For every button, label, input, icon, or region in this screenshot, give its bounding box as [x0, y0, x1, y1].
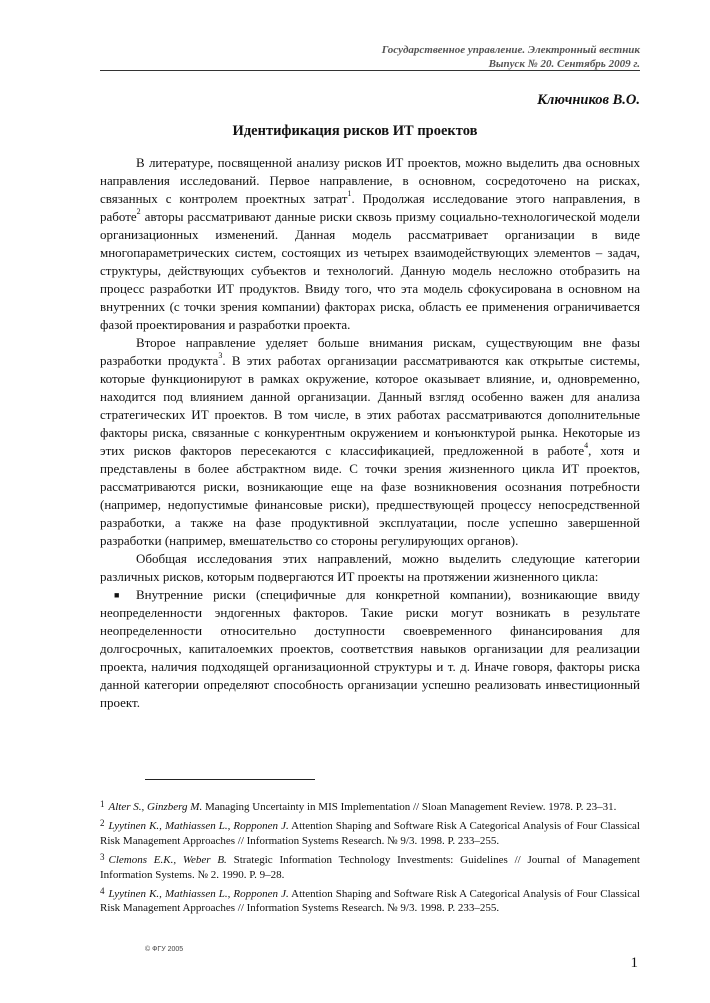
- footnote-text: Attention Shaping and Software Risk A Categorical Analysis of Four Classical Risk Management Approaches // Information Systems Research. № 9/3. 1998. P. 233–255.: [100, 888, 640, 915]
- footnote-3: [100, 850, 640, 882]
- copyright-notice: © ФГУ 2005: [145, 946, 184, 953]
- footnote-text: Managing Uncertainty in MIS Implementation // Sloan Management Review. 1978. P. 23–31.: [202, 801, 617, 813]
- paragraph-1-text-a: В литературе, посвященной анализу рисков ИТ проектов, можно выделить два основных направления исследований. Первое направление, в основном, сосредоточено на рисках, связанных с контролем проектных затрат: [100, 155, 640, 206]
- footnote-ref-4[interactable]: 4: [584, 441, 589, 450]
- list-item-text: Внутренние риски (специфичные для конкретной компании), возникающие ввиду неопределенности эндогенных факторов. Такие риски могут возникать в результате неопределенности относительно доступности своевременного финансирования для долгосрочных, капиталоемких проектов, соответствия навыков организации для реализации проекта, наличия подходящей организационной структуры и т. д. Иначе говоря, факторы риска данной категории определяют способность организации успешно реализовать инвестиционный проект.: [100, 587, 640, 710]
- footnote-ref-2[interactable]: 2: [136, 207, 141, 216]
- footnote-number: 3: [100, 852, 105, 863]
- footnote-1: [100, 797, 640, 814]
- footnote-separator: [145, 779, 315, 780]
- paragraph-2: [100, 334, 640, 550]
- running-header: [382, 43, 640, 71]
- header-journal-title: Государственное управление. Электронный вестник: [381, 44, 640, 56]
- footnote-text: Attention Shaping and Software Risk A Categorical Analysis of Four Classical Risk Management Approaches // Information Systems Research. № 9/3. 1998. P. 233–255.: [100, 820, 640, 847]
- author-name: Ключников В.О.: [537, 92, 640, 108]
- footnote-authors: Lyytinen K., Mathiassen L., Ropponen J.: [108, 888, 289, 901]
- header-issue: Выпуск № 20. Сентябрь 2009 г.: [488, 58, 640, 70]
- header-rule: [100, 70, 640, 71]
- footnote-4: [100, 884, 640, 916]
- paragraph-2-text-b: . В этих работах организации рассматриваются как открытые системы, которые функционируют в рамках окружение, которое оказывает влияние, и, одновременно, находится под влиянием данной организации. Данный взгляд особенно важен для анализа стратегических ИТ проектов. В том числе, в этих работах рассматриваются дополнительные факторы риска, связанные с конкурентным окружением и конъюнктурой рынка. Некоторые из этих рисков факторов пересекаются с классификацией, предложенной в работе: [100, 353, 640, 458]
- page-number: 1: [630, 955, 638, 971]
- paragraph-1: [100, 154, 640, 334]
- paragraph-2-text-a: Второе направление уделяет больше внимания рискам, существующим вне фазы разработки продукта: [100, 335, 640, 368]
- footnote-number: 4: [100, 886, 105, 897]
- footnotes: [100, 797, 640, 918]
- paragraph-1-text-b: . Продолжая исследование этого направления, в работе: [100, 191, 640, 224]
- footnote-number: 1: [100, 799, 105, 809]
- footnote-authors: Lyytinen K., Mathiassen L., Ropponen J.: [108, 820, 289, 833]
- article-title: Идентификация рисков ИТ проектов: [232, 123, 478, 139]
- paragraph-2-text-c: , хотя и представлены в более абстрактном виде. С точки зрения жизненного цикла ИТ проектов, рассматриваются риски, возникающие еще на фазе возникновения осознания потребности (например, недопустимые финансовые риски), предшествующей процессу непосредственной разработки, а также на фазе продуктивной эксплуатации, после успешно завершенной разработки (например, вмешательство со стороны регулирующих органов).: [100, 443, 640, 548]
- bullet-square-icon: ■: [114, 590, 120, 600]
- paragraph-1-text-c: авторы рассматривают данные риски сквозь призму социально-технологической модели организационных изменений. Данная модель рассматривает организации в виде многопараметрических систем, состоящих из четырех взаимодействующих элементов – задач, структуры, действующих субъектов и технологий. Данную модель несложно отобразить на процесс разработки ИТ продуктов. Ввиду того, что эта модель сфокусирована в основном на внутренних (с точки зрения компании) факторах риска, область ее применения ограничивается фазой проектирования и разработки проекта.: [100, 209, 640, 332]
- footnote-ref-1[interactable]: 1: [347, 189, 352, 198]
- footnote-text: Strategic Information Technology Investments: Guidelines // Journal of Management Information Systems. № 2. 1990. P. 9–28.: [100, 854, 640, 881]
- list-item: [100, 586, 640, 712]
- footnote-ref-3[interactable]: 3: [218, 351, 223, 360]
- footnote-2: [100, 816, 640, 848]
- footnote-authors: Clemons E.K., Weber B.: [108, 854, 227, 867]
- footnote-number: 2: [100, 818, 105, 829]
- paragraph-3: Обобщая исследования этих направлений, можно выделить следующие категории различных рисков, которым подвергаются ИТ проекты на протяжении жизненного цикла:: [100, 551, 640, 584]
- footnote-authors: Alter S., Ginzberg M.: [108, 801, 203, 813]
- article-body: [100, 154, 640, 712]
